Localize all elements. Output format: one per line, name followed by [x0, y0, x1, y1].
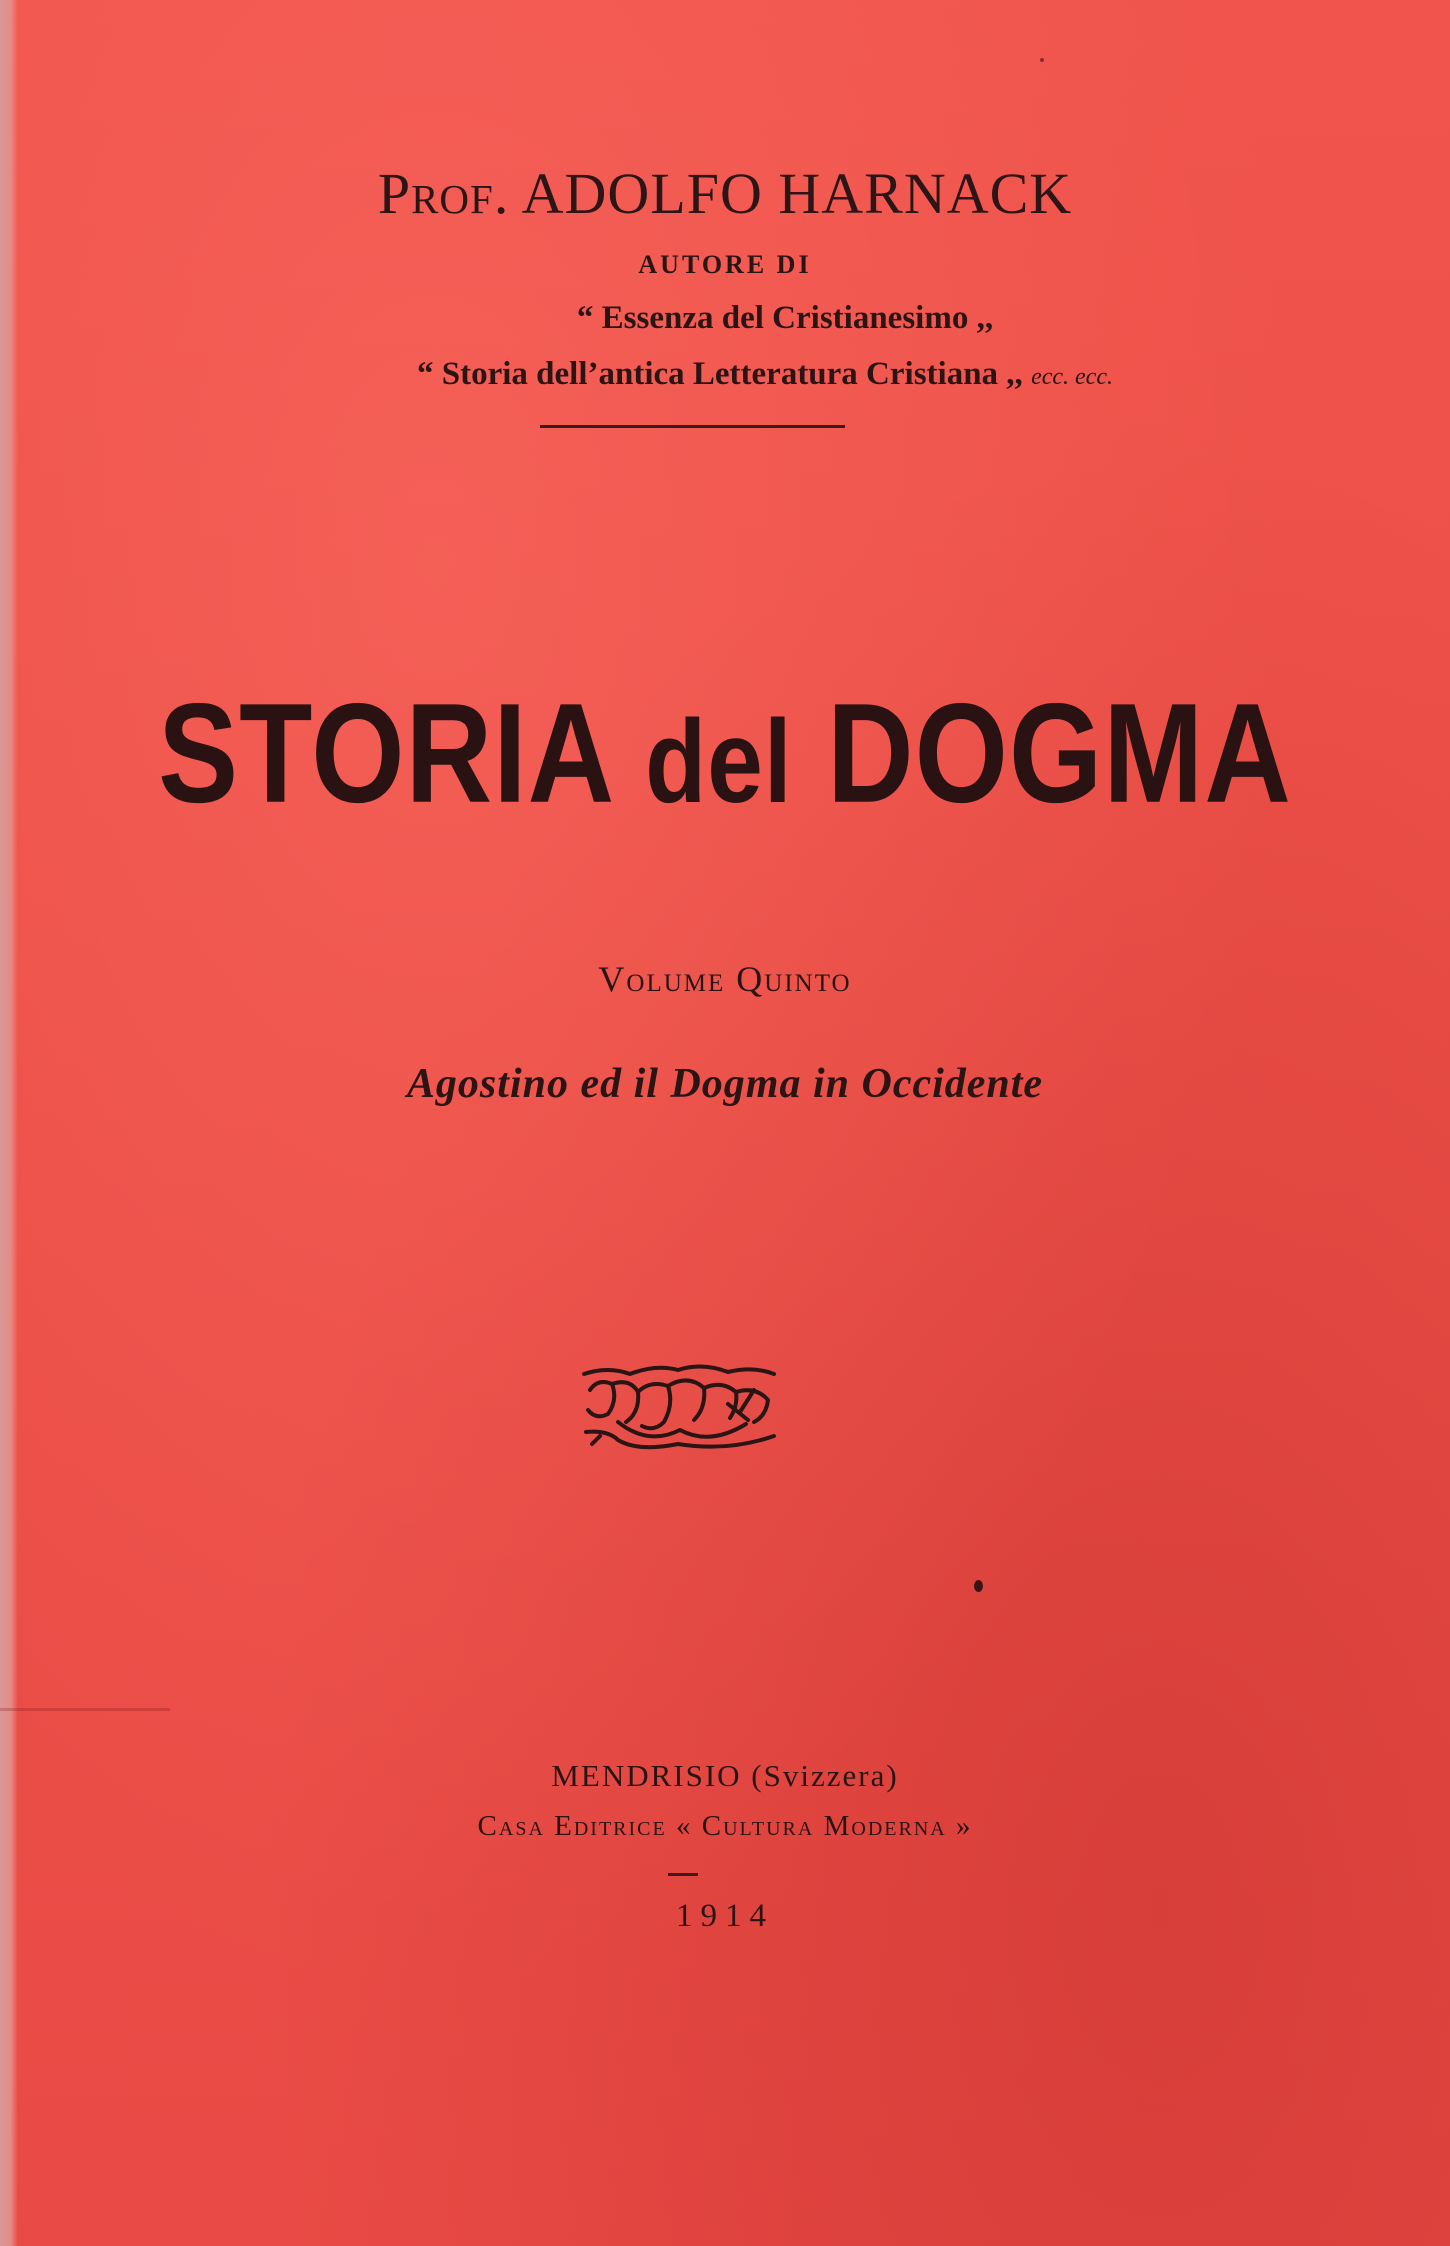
floral-ornament-icon: [578, 1360, 780, 1452]
author-prefix: Prof.: [377, 161, 510, 226]
title-word-storia: STORIA: [158, 674, 611, 833]
author-line: [0, 160, 1450, 227]
title-word-dogma: DOGMA: [826, 674, 1292, 833]
book-subtitle: Agostino ed il Dogma in Occidente: [406, 1061, 1044, 1107]
ink-speck: [1040, 58, 1044, 62]
short-dash: [668, 1873, 698, 1876]
previous-work-2-line: [40, 356, 1450, 393]
previous-work-1: “ Essenza del Cristianesimo ,,: [576, 300, 994, 336]
book-title: [0, 672, 1450, 835]
previous-work-2: “ Storia dell’antica Letteratura Cristiana ,,: [417, 356, 1023, 392]
crease-mark: [0, 1708, 170, 1711]
publication-year: 1914: [676, 1898, 774, 1934]
author-of-label: AUTORE DI: [638, 250, 812, 279]
ink-speck: [974, 1580, 983, 1592]
works-suffix: ecc. ecc.: [1031, 364, 1113, 390]
divider-rule: [540, 425, 845, 428]
volume-label: Volume Quinto: [598, 959, 852, 999]
title-word-del: del: [645, 695, 793, 828]
publication-place: MENDRISIO (Svizzera): [551, 1758, 899, 1793]
author-name: ADOLFO HARNACK: [521, 161, 1073, 226]
publisher: Casa Editrice « Cultura Moderna »: [477, 1810, 973, 1842]
